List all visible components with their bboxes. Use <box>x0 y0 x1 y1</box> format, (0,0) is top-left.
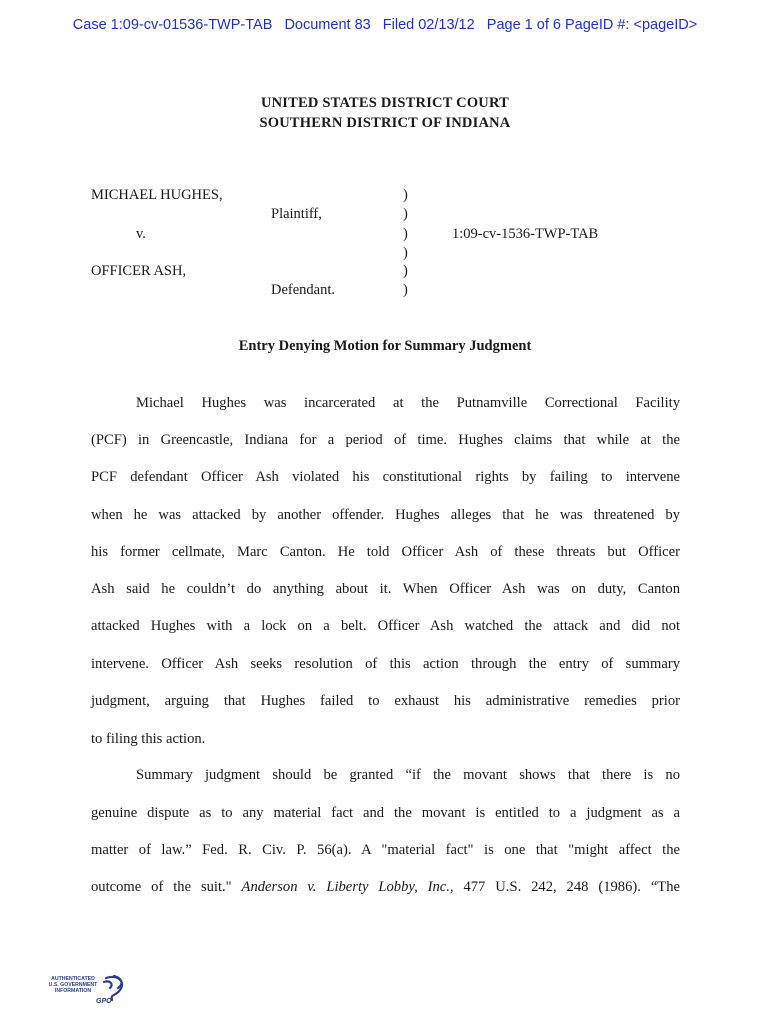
eagle-icon <box>104 976 122 1000</box>
logo-gpo-mark: GPO <box>96 998 112 1005</box>
body-line: (PCF) in Greencastle, Indiana for a period of time. Hughes claims that while at the <box>91 432 680 448</box>
caption-paren: ) <box>403 263 408 279</box>
plaintiff-role: Plaintiff, <box>271 206 322 222</box>
ecf-header-stamp: Case 1:09-cv-01536-TWP-TAB Document 83 Filed 02/13/12 Page 1 of 6 PageID #: <pageID> <box>72 17 698 33</box>
caption-paren: ) <box>403 187 408 203</box>
body-line: his former cellmate, Marc Canton. He told Officer Ash of these threats but Officer <box>91 544 680 560</box>
court-name-line-1: UNITED STATES DISTRICT COURT <box>260 95 510 111</box>
gpo-authenticated-logo <box>44 972 130 1010</box>
body-line: Michael Hughes was incarcerated at the Putnamville Correctional Facility <box>136 395 680 411</box>
body-line: attacked Hughes with a lock on a belt. Officer Ash watched the attack and did not <box>91 618 680 634</box>
body-line: genuine dispute as to any material fact and the movant is entitled to a judgment as a <box>91 805 680 821</box>
body-line-citation <box>91 878 680 896</box>
caption-paren: ) <box>403 282 408 298</box>
defendant-role: Defendant. <box>271 282 336 298</box>
caption-paren: ) <box>403 245 408 261</box>
body-line: judgment, arguing that Hughes failed to exhaust his administrative remedies prior <box>91 693 680 709</box>
body-line: matter of law.” Fed. R. Civ. P. 56(a). A "material fact" is one that "might affect the <box>91 842 680 858</box>
versus-label: v. <box>136 226 146 242</box>
logo-text-line-3: INFORMATION <box>54 988 92 994</box>
case-citation: Anderson v. Liberty Lobby, Inc., <box>241 879 454 895</box>
body-line: to filing this action. <box>91 731 206 747</box>
caption-paren: ) <box>403 206 408 222</box>
logo-text-line-1: AUTHENTICATED <box>51 976 95 982</box>
caption-paren: ) <box>403 226 408 242</box>
body-line: when he was attacked by another offender. Hughes alleges that he was threatened by <box>91 507 680 523</box>
logo-text-line-2: U.S. GOVERNMENT <box>48 982 98 988</box>
body-line: Summary judgment should be granted “if the movant shows that there is no <box>136 767 680 783</box>
body-line: Ash said he couldn’t do anything about it. When Officer Ash was on duty, Canton <box>91 581 680 597</box>
body-text: outcome of the suit." <box>91 879 242 895</box>
document-title: Entry Denying Motion for Summary Judgment <box>238 338 532 354</box>
plaintiff-name: MICHAEL HUGHES, <box>91 187 223 203</box>
body-line: PCF defendant Officer Ash violated his constitutional rights by failing to intervene <box>91 469 680 485</box>
court-name-line-2: SOUTHERN DISTRICT OF INDIANA <box>259 115 511 131</box>
defendant-name: OFFICER ASH, <box>91 263 187 279</box>
body-text: 477 U.S. 242, 248 (1986). “The <box>453 879 680 895</box>
case-number: 1:09-cv-1536-TWP-TAB <box>452 226 599 242</box>
body-line: intervene. Officer Ash seeks resolution of this action through the entry of summary <box>91 656 680 672</box>
